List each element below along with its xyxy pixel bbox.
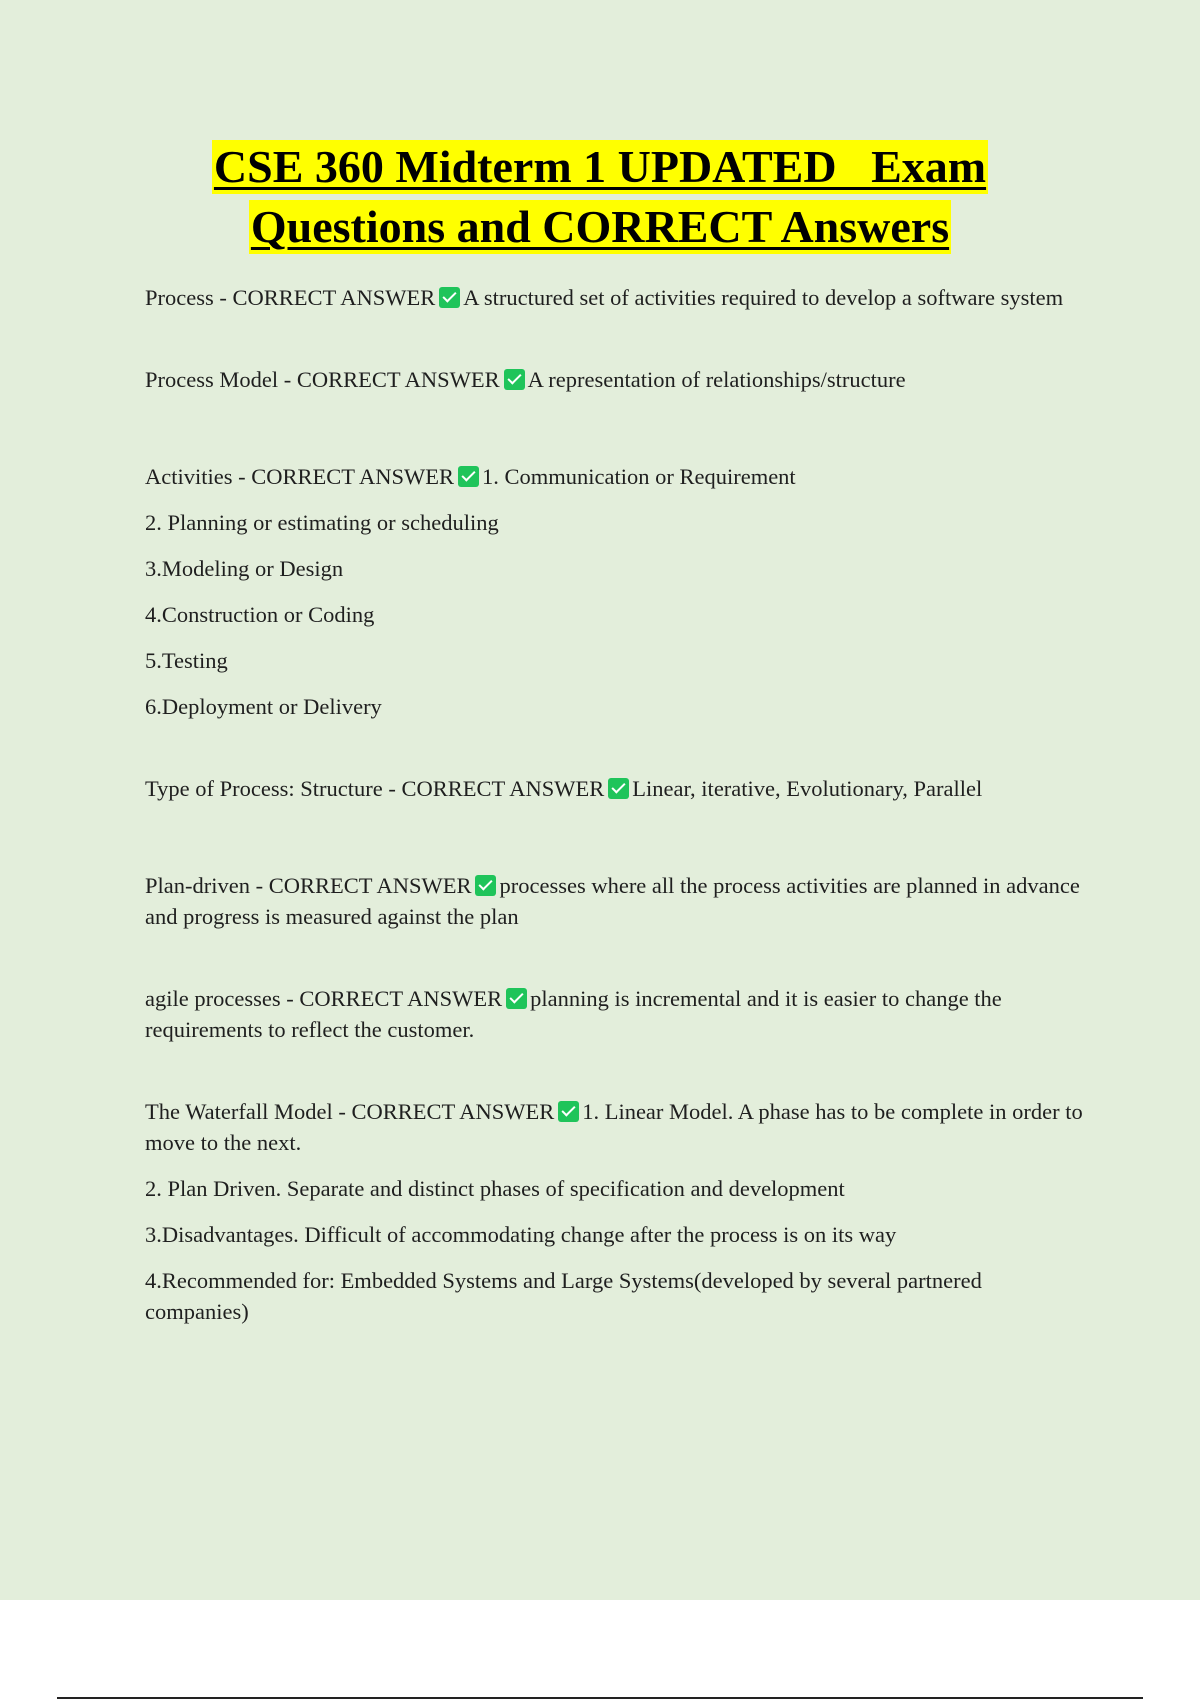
qa-entry [145,364,1090,395]
correct-answer-label: CORRECT ANSWER [351,1099,555,1124]
separator: - [280,986,300,1011]
qa-entry [145,1096,1090,1327]
qa-entry [145,282,1090,313]
answer-text: A structured set of activities required to develop a software system [463,285,1064,310]
answer-text: Linear, iterative, Evolutionary, Parallel [632,776,983,801]
qa-question-line [145,773,1090,804]
term-label: Type of Process: Structure [145,776,383,801]
correct-answer-label: CORRECT ANSWER [401,776,605,801]
qa-list [145,282,1090,1378]
term-label: Process Model [145,367,279,392]
correct-answer-label: CORRECT ANSWER [251,464,454,489]
correct-answer-label: CORRECT ANSWER [232,285,436,310]
separator: - [278,367,297,392]
qa-entry [145,983,1090,1045]
correct-answer-label: CORRECT ANSWER [299,986,503,1011]
qa-question-line [145,461,1090,492]
answer-sub-item: 4.Construction or Coding [145,602,375,627]
term-label: agile processes [145,986,281,1011]
answer-sub-item: 3.Modeling or Design [145,556,344,581]
check-icon [475,875,496,896]
check-icon [506,988,527,1009]
check-icon [439,287,460,308]
check-icon [558,1101,579,1122]
check-icon [608,778,629,799]
answer-sub-item: 2. Plan Driven. Separate and distinct phases of specification and development [145,1176,845,1201]
check-icon [504,369,525,390]
title-line-2: Questions and CORRECT Answers [250,201,950,252]
term-label: Plan-driven [145,873,250,898]
answer-sub-item: 2. Planning or estimating or scheduling [145,510,499,535]
check-icon [458,466,479,487]
answer-sub-item: 3.Disadvantages. Difficult of accommodating change after the process is on its way [145,1222,897,1247]
separator: - [213,285,233,310]
document-title [0,140,1200,260]
qa-entry [145,461,1090,722]
answer-text: planning is incremental and it is easier to change the requirements to reflect the customer. [145,986,1002,1042]
title-line-1: CSE 360 Midterm 1 UPDATED Exam [213,141,987,192]
answer-sub-item: 5.Testing [145,648,228,673]
qa-entry [145,773,1090,804]
term-label: The Waterfall Model [145,1099,333,1124]
qa-entry [145,870,1090,932]
answer-text: A representation of relationships/structure [527,367,906,392]
correct-answer-label: CORRECT ANSWER [268,873,472,898]
qa-question-line [145,983,1090,1045]
answer-sub-item: 6.Deployment or Delivery [145,694,382,719]
separator: - [249,873,269,898]
separator: - [332,1099,352,1124]
answer-text: 1. Communication or Requirement [481,464,796,489]
qa-question-line [145,1096,1090,1158]
term-label: Activities [145,464,233,489]
qa-question-line [145,870,1090,932]
footer-divider [57,1697,1143,1699]
correct-answer-label: CORRECT ANSWER [296,367,500,392]
separator: - [382,776,402,801]
answer-sub-item: 4.Recommended for: Embedded Systems and Large Systems(developed by several partnered companies) [145,1268,982,1324]
qa-question-line [145,282,1090,313]
qa-question-line [145,364,1090,395]
term-label: Process [145,285,214,310]
separator: - [232,464,252,489]
answer-text: processes where all the process activities are planned in advance and progress is measured against the plan [145,873,1080,929]
answer-text: 1. Linear Model. A phase has to be complete in order to move to the next. [145,1099,1083,1155]
